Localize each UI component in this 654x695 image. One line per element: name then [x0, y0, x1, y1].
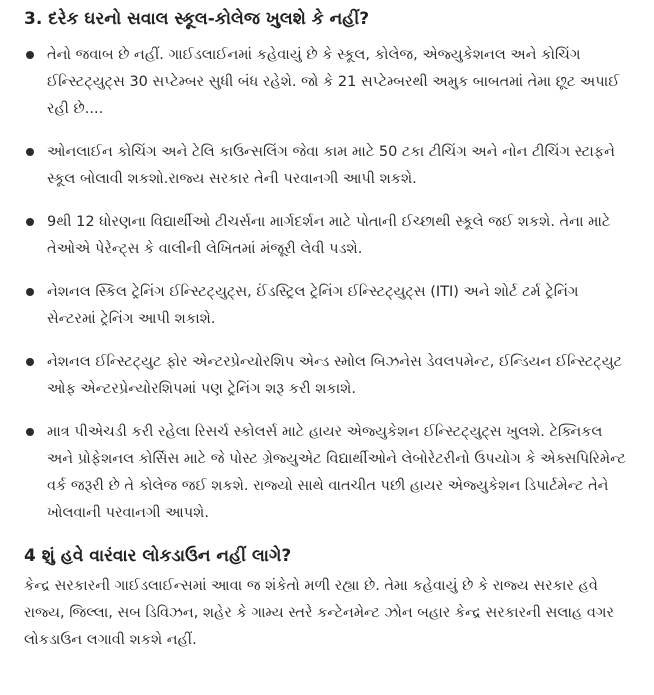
- bullet-icon: [26, 218, 34, 226]
- bullet-icon: [26, 148, 34, 156]
- bullet-icon: [26, 358, 34, 366]
- list-item: [24, 139, 630, 193]
- section-body-lockdown: કેન્દ્ર સરકારની ગાઈડલાઈન્સમાં આવા જ શંકેતો મળી રહ્યા છે. તેમા કહેવાયું છે કે રાજ્ય સરકાર હવે રાજ્ય, જિલ્લા, સબ ડિવિઝન, શહેર કે ગામ્ય સ્તરે કન્ટેનમેન્ટ ઝોન બહાર કેન્દ્ર સરકારની સલાહ વગર લોકડાઉન લગાવી શકશે નહીં.: [24, 578, 614, 648]
- bullet-icon: [26, 51, 34, 59]
- list-item: [24, 209, 630, 263]
- list-item-text: 9થી 12 ધોરણના વિદ્યાર્થીઓ ટીચર્સના માર્ગદર્શન માટે પોતાની ઈચ્છાથી સ્કૂલે જઈ શકશે. તેના માટે તેઓએ પેરેન્ટ્સ કે વાલીની લેખિતમાં મંજૂરી લેવી પડશે.: [47, 214, 611, 257]
- list-item-text: ઓનલાઈન કોચિંગ અને ટેલિ કાઉન્સલિંગ જેવા કામ માટે 50 ટકા ટીચિંગ અને નોન ટીચિંગ સ્ટાફને સ્કૂલ બોલાવી શકશો.રાજ્ય સરકાર તેની પરવાનગી આપી શકશે.: [47, 144, 615, 187]
- list-item-text: નેશનલ ઈન્સ્ટિટ્યુટ ફોર એન્ટરપ્રેન્યોરશિપ એન્ડ સ્મોલ બિઝનેસ ડેવલપમેન્ટ, ઈન્ડિયન ઈન્સ્ટિટ્યુટ ઓફ એન્ટરપ્રેન્યોરશિપમાં પણ ટ્રેનિંગ શરૂ કરી શકાશે.: [47, 354, 623, 397]
- bullet-icon: [26, 288, 34, 296]
- list-item: [24, 349, 630, 403]
- list-item: [24, 419, 630, 527]
- list-item: [24, 42, 630, 123]
- bullet-icon: [26, 428, 34, 436]
- list-item-text: માત્ર પીએચડી કરી રહેલા રિસર્ચ સ્કોલર્સ માટે હાયર એજ્યુકેશન ઈન્સ્ટિટ્યુટ્સ ખુલશે. ટેક્નિકલ અને પ્રોફેશનલ કોર્સિસ માટે જે પોસ્ટ ગ્રેજ્યુએટ વિદ્યાર્થીઓને લેબોરેટરીનો ઉપયોગ કે એક્સપિરિમેન્ટ વર્ક જરૂરી છે તે કોલેજ જઈ શકશે. રાજ્યો સાથે વાતચીત પછી હાયર એજ્યુકેશન ડિપાર્ટમેન્ટ તેને ખોલવાની પરવાનગી આપશે.: [47, 424, 626, 521]
- list-item: [24, 279, 630, 333]
- answer-list: [24, 42, 630, 527]
- list-item-text: નેશનલ સ્કિલ ટ્રેનિંગ ઈન્સ્ટિટ્યુટ્સ, ઈંડસ્ટ્રિલ ટ્રેનિંગ ઈન્સ્ટિટ્યુટ્સ (ITI) અને શોર્ટ ટર્મ ટ્રેનિંગ સેન્ટરમાં ટ્રેનિંગ આપી શકાશે.: [47, 284, 579, 327]
- list-item-text: તેનો જવાબ છે નહીં. ગાઈડલાઈનમાં કહેવાયું છે કે સ્કૂલ, કોલેજ, એજ્યુકેશનલ અને કોચિંગ ઈન્સ્ટિટ્યુટ્સ 30 સપ્ટેમ્બર સુધી બંધ રહેશે. જો કે 21 સપ્ટેમ્બરથી અમુક બાબતમાં તેમા છૂટ અપાઈ રહી છે....: [47, 47, 620, 117]
- section-heading-schools: 3. દરેક ઘરનો સવાલ સ્કૂલ-કોલેજ ખુલશે કે નહીં?: [24, 9, 370, 29]
- section-heading-lockdown: 4 શું હવે વારંવાર લોકડાઉન નહીં લાગે?: [24, 546, 292, 566]
